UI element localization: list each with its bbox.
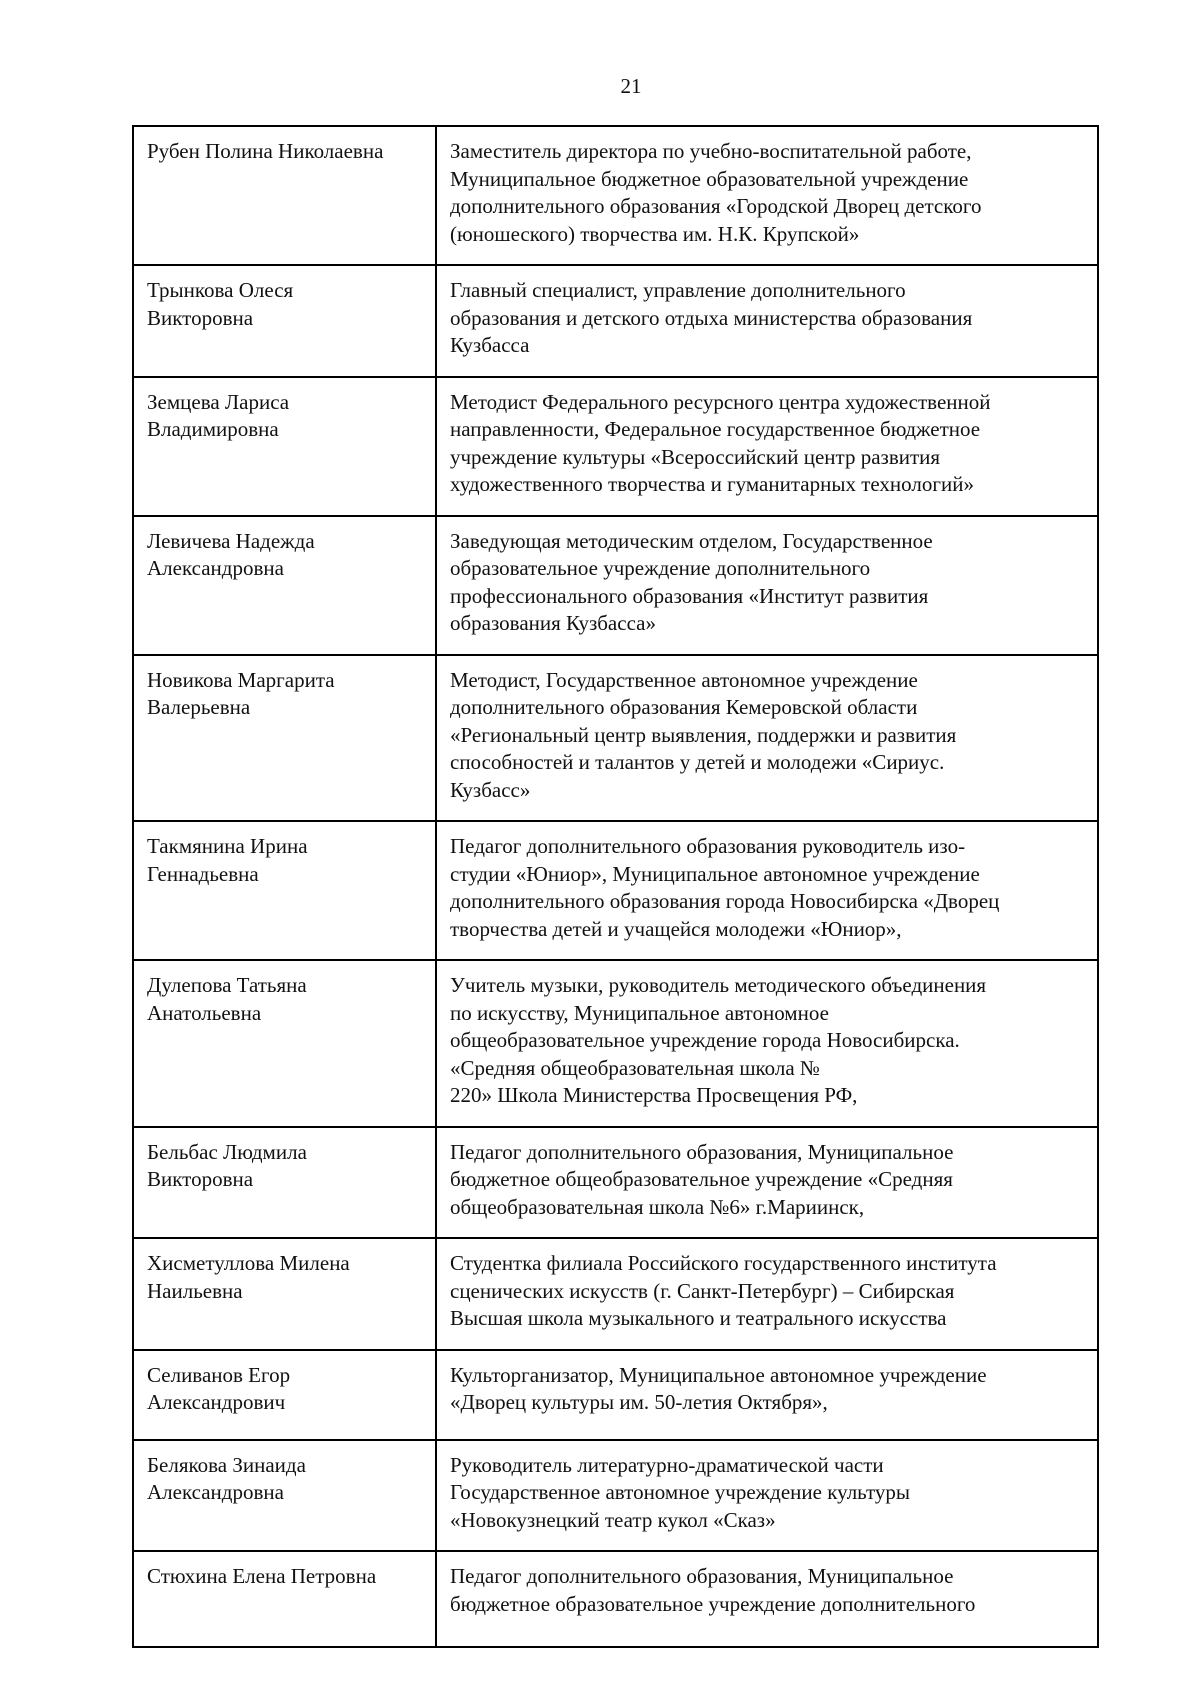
table-row: [133, 1127, 1098, 1239]
member-name: Трынкова Олеся Викторовна: [133, 265, 436, 377]
member-position: Студентка филиала Российского государственного института сценических искусств (г. Санкт-Петербург) – Сибирская Высшая школа музыкального и театрального искусства: [436, 1238, 1098, 1350]
page-number: 21: [620, 74, 642, 98]
member-position: Методист, Государственное автономное учреждение дополнительного образования Кемеровской области «Региональный центр выявления, поддержки и развития способностей и талантов у детей и молодежи «Сириус. Кузбасс»: [436, 655, 1098, 822]
member-position: Педагог дополнительного образования руководитель изо- студии «Юниор», Муниципальное автономное учреждение дополнительного образования города Новосибирска «Дворец творчества детей и учащейся молодежи «Юниор»,: [436, 821, 1098, 960]
member-name: Бельбас Людмила Викторовна: [133, 1127, 436, 1239]
table-row: [133, 377, 1098, 516]
table-row: [133, 1350, 1098, 1440]
table-row: [133, 265, 1098, 377]
member-name: Стюхина Елена Петровна: [133, 1551, 436, 1647]
table-row: [133, 655, 1098, 822]
member-position: Педагог дополнительного образования, Муниципальное бюджетное общеобразовательное учреждение «Средняя общеобразовательная школа №6» г.Мариинск,: [436, 1127, 1098, 1239]
member-position: Культорганизатор, Муниципальное автономное учреждение «Дворец культуры им. 50-летия Октября»,: [436, 1350, 1098, 1440]
member-position: Заведующая методическим отделом, Государственное образовательное учреждение дополнительного профессионального образования «Институт развития образования Кузбасса»: [436, 516, 1098, 655]
table-row: [133, 516, 1098, 655]
table-row: [133, 126, 1098, 265]
member-position: Главный специалист, управление дополнительного образования и детского отдыха министерства образования Кузбасса: [436, 265, 1098, 377]
member-position: Заместитель директора по учебно-воспитательной работе, Муниципальное бюджетное образовательной учреждение дополнительного образования «Городской Дворец детского (юношеского) творчества им. Н.К. Крупской»: [436, 126, 1098, 265]
member-name: Новикова Маргарита Валерьевна: [133, 655, 436, 822]
table-row: [133, 821, 1098, 960]
member-name: Рубен Полина Николаевна: [133, 126, 436, 265]
member-position: Руководитель литературно-драматической части Государственное автономное учреждение культуры «Новокузнецкий театр кукол «Сказ»: [436, 1440, 1098, 1552]
member-name: Левичева Надежда Александровна: [133, 516, 436, 655]
members-table: [132, 125, 1099, 1648]
member-name: Селиванов Егор Александрович: [133, 1350, 436, 1440]
member-position: Методист Федерального ресурсного центра художественной направленности, Федеральное государственное бюджетное учреждение культуры «Всероссийский центр развития художественного творчества и гуманитарных технологий»: [436, 377, 1098, 516]
table-row: [133, 1440, 1098, 1552]
member-position: Учитель музыки, руководитель методического объединения по искусству, Муниципальное автономное общеобразовательное учреждение города Новосибирска. «Средняя общеобразовательная школа № 220» Школа Министерства Просвещения РФ,: [436, 960, 1098, 1127]
member-name: Хисметуллова Милена Наильевна: [133, 1238, 436, 1350]
table-row: [133, 1551, 1098, 1647]
member-position: Педагог дополнительного образования, Муниципальное бюджетное образовательное учреждение дополнительного: [436, 1551, 1098, 1647]
table-row: [133, 1238, 1098, 1350]
member-name: Такмянина Ирина Геннадьевна: [133, 821, 436, 960]
member-name: Земцева Лариса Владимировна: [133, 377, 436, 516]
member-name: Дулепова Татьяна Анатольевна: [133, 960, 436, 1127]
table-row: [133, 960, 1098, 1127]
member-name: Белякова Зинаида Александровна: [133, 1440, 436, 1552]
